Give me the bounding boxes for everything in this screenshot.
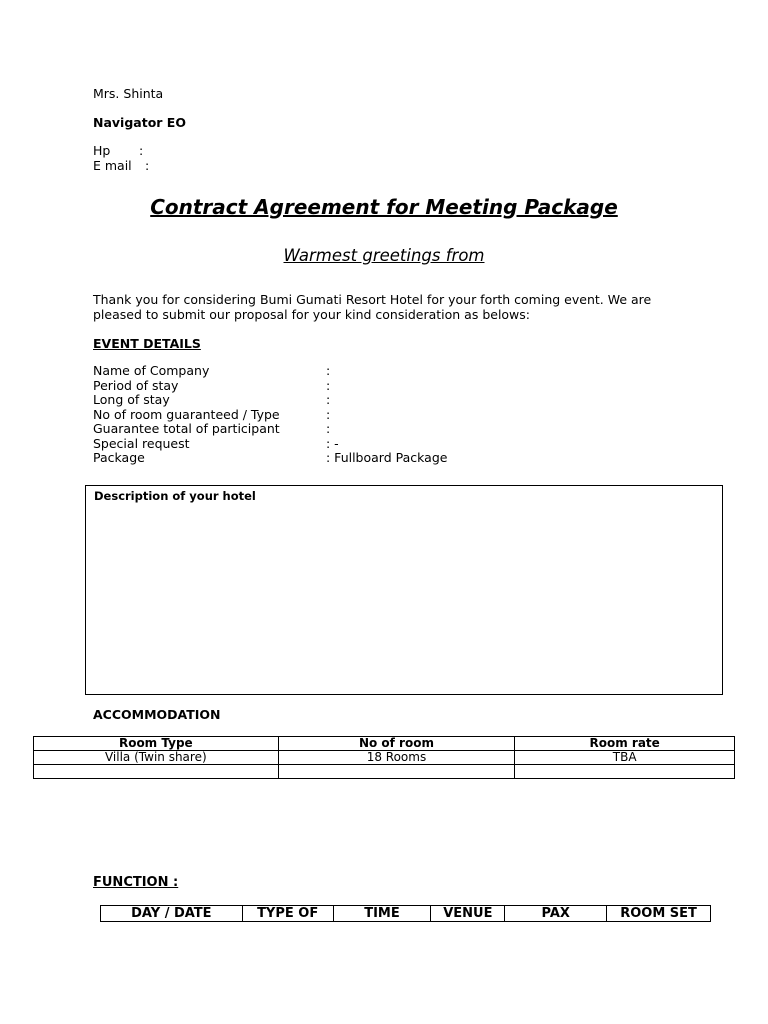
detail-value: : <box>326 377 331 393</box>
email-label: E mail <box>93 158 132 173</box>
detail-value: : <box>326 421 331 436</box>
table-cell: TBA <box>515 751 735 765</box>
detail-label: Period of stay <box>93 377 179 393</box>
column-header: TYPE OF <box>242 906 333 922</box>
email-separator: : <box>145 158 150 173</box>
column-header: PAX <box>505 906 607 922</box>
table-cell: Villa (Twin share) <box>34 751 279 765</box>
hotel-description-caption: Description of your hotel <box>94 489 256 503</box>
greeting-line: Warmest greetings from <box>283 246 485 265</box>
detail-label: Package <box>93 450 145 465</box>
table-cell <box>515 765 735 779</box>
column-header: Room Type <box>34 737 279 751</box>
column-header: DAY / DATE <box>101 906 243 922</box>
detail-label: Guarantee total of participant <box>93 421 280 436</box>
detail-value: : Fullboard Package <box>326 450 448 465</box>
detail-label: Long of stay <box>93 392 170 407</box>
detail-label: No of room guaranteed / Type <box>93 406 280 422</box>
detail-value: : - <box>326 435 339 451</box>
detail-value: : <box>326 392 331 407</box>
column-header: VENUE <box>431 906 505 922</box>
function-table <box>100 905 711 922</box>
detail-value: : <box>326 406 331 422</box>
document-title: Contract Agreement for Meeting Package <box>150 195 618 219</box>
hp-label: Hp <box>93 143 111 158</box>
function-heading: FUNCTION : <box>93 875 179 890</box>
contact-company: Navigator EO <box>93 115 186 130</box>
column-header: TIME <box>333 906 431 922</box>
table-cell <box>278 765 515 779</box>
table-header-row <box>34 737 735 751</box>
table-header-row <box>101 906 711 922</box>
detail-label: Name of Company <box>93 363 210 378</box>
column-header: No of room <box>278 737 515 751</box>
contact-name: Mrs. Shinta <box>93 86 164 101</box>
hotel-description-box <box>85 485 723 695</box>
column-header: Room rate <box>515 737 735 751</box>
accommodation-table <box>33 736 735 779</box>
table-row <box>34 751 735 765</box>
accommodation-heading: ACCOMMODATION <box>93 707 221 722</box>
event-details-heading: EVENT DETAILS <box>93 336 201 351</box>
table-cell: 18 Rooms <box>278 751 515 765</box>
intro-paragraph: Thank you for considering Bumi Gumati Resort Hotel for your forth coming event. We are pleased to submit our proposal for your kind consideration as belows: <box>93 292 652 322</box>
detail-label: Special request <box>93 435 190 451</box>
table-row <box>34 765 735 779</box>
column-header: ROOM SET <box>607 906 711 922</box>
hp-separator: : <box>139 143 144 158</box>
table-cell <box>34 765 279 779</box>
detail-value: : <box>326 363 331 378</box>
